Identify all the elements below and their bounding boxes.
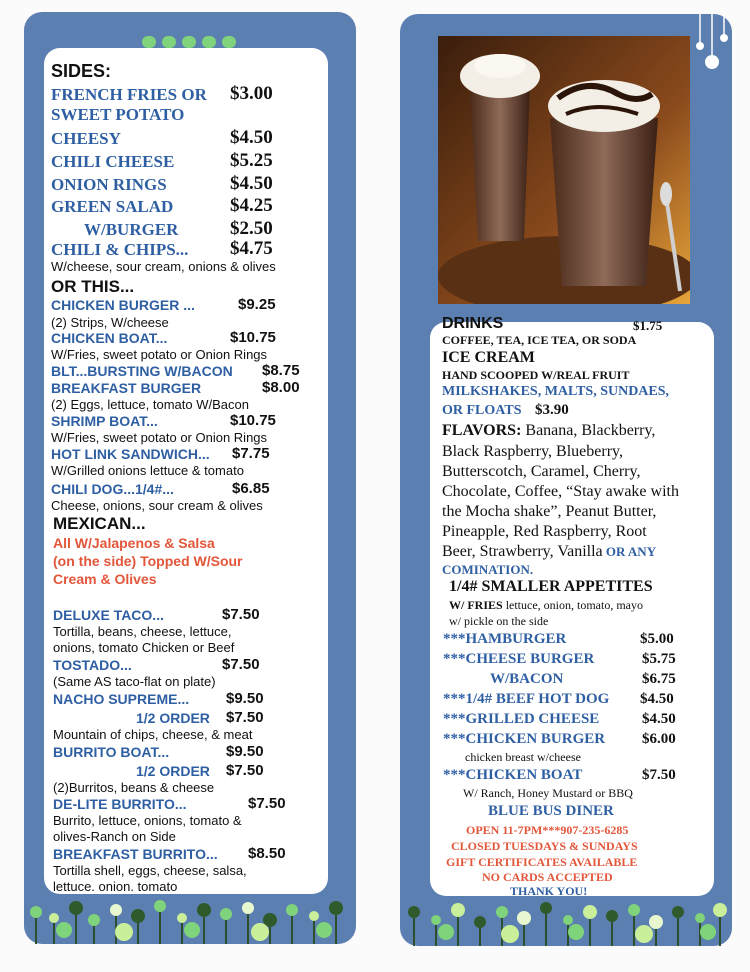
right-top-dots-decoration xyxy=(690,14,732,78)
mexican-item-price: $9.50 xyxy=(226,690,264,707)
mexican-item-note: Mountain of chips, cheese, & meat xyxy=(53,727,253,742)
drinks-price: $1.75 xyxy=(633,318,663,333)
or-this-item-name: SHRIMP BOAT... xyxy=(51,413,158,429)
appetite-item-name: ***CHICKEN BOAT xyxy=(443,767,583,783)
side-item-price: $4.75 xyxy=(230,238,273,259)
flavors-line xyxy=(442,423,655,439)
mexican-note-line: All W/Jalapenos & Salsa xyxy=(53,535,215,551)
or-this-item-name: CHICKEN BURGER ... xyxy=(51,297,195,313)
shakes-price: $3.90 xyxy=(535,402,569,418)
flavors-line: Black Raspberry, Blueberry, xyxy=(442,443,623,460)
or-this-item-price: $10.75 xyxy=(230,329,276,346)
or-this-item-note: W/Fries, sweet potato or Onion Rings xyxy=(51,430,268,445)
flavors-line: Butterscotch, Caramel, Cherry, xyxy=(442,463,641,480)
side-item-name: CHEESY xyxy=(51,129,121,148)
side-item-name: ONION RINGS xyxy=(51,175,167,194)
or-this-item-price: $6.85 xyxy=(232,480,270,497)
diner-info-line: NO CARDS ACCEPTED xyxy=(482,870,613,884)
mexican-half-price: $7.50 xyxy=(226,762,264,779)
side-item-name: CHILI & CHIPS... xyxy=(51,240,189,259)
side-item-name: GREEN SALAD xyxy=(51,197,174,216)
appetite-item-name: ***1/4# BEEF HOT DOG xyxy=(443,691,610,707)
drinks-list: COFFEE, TEA, ICE TEA, OR SODA xyxy=(442,333,637,347)
appetite-item-note: W/ Ranch, Honey Mustard or BBQ xyxy=(463,786,633,800)
mexican-item-name: BREAKFAST BURRITO... xyxy=(53,846,218,862)
side-item-name: SWEET POTATO xyxy=(51,105,185,124)
or-this-item-note: W/Grilled onions lettuce & tomato xyxy=(51,463,244,478)
diner-info-line: OPEN 11-7PM***907-235-6285 xyxy=(466,823,629,837)
mexican-item-note: Tortilla shell, eggs, cheese, salsa, xyxy=(53,863,247,878)
appetite-item-name: ***GRILLED CHEESE xyxy=(443,711,600,727)
side-item-price: $2.50 xyxy=(230,218,273,239)
appetite-item-name: ***HAMBURGER xyxy=(443,631,567,647)
mexican-item-name: DE-LITE BURRITO... xyxy=(53,796,187,812)
flavors-line: Chocolate, Coffee, “Stay awake with xyxy=(442,483,679,500)
mexican-item-note: Tortilla, beans, cheese, lettuce, xyxy=(53,624,232,639)
appetite-item-price: $6.00 xyxy=(642,731,676,747)
appetite-item-price: $4.50 xyxy=(640,691,674,707)
drinks-heading: DRINKS xyxy=(442,315,504,332)
mexican-item-price: $7.50 xyxy=(222,606,260,623)
flavors-line xyxy=(442,544,656,560)
mexican-item-price: $9.50 xyxy=(226,743,264,760)
smaller-note: lettuce, onion, tomato, mayo xyxy=(502,598,643,612)
shakes-line: OR FLOATS xyxy=(442,403,522,418)
mexican-item-note: Burrito, lettuce, onions, tomato & xyxy=(53,813,242,828)
diner-info-line: CLOSED TUESDAYS & SUNDAYS xyxy=(451,839,638,853)
or-this-item-name: BREAKFAST BURGER xyxy=(51,380,202,396)
side-item-price: $3.00 xyxy=(230,83,273,104)
appetite-item-price: $4.50 xyxy=(642,711,676,727)
mexican-note-line: (on the side) Topped W/Sour xyxy=(53,553,243,569)
smaller-appetites-note xyxy=(449,599,643,611)
appetite-item-price: $6.75 xyxy=(642,671,676,687)
or-this-item-note: W/Fries, sweet potato or Onion Rings xyxy=(51,347,268,362)
icecream-heading: ICE CREAM xyxy=(442,349,535,366)
flavors-label: FLAVORS: xyxy=(442,422,522,439)
smaller-fries: W/ FRIES xyxy=(449,598,503,612)
mexican-half-price: $7.50 xyxy=(226,709,264,726)
or-this-heading: OR THIS... xyxy=(51,277,135,296)
mexican-half-order: 1/2 ORDER xyxy=(136,763,210,779)
diner-name: BLUE BUS DINER xyxy=(488,803,614,819)
mexican-item-price: $7.50 xyxy=(222,656,260,673)
left-flower-garden-decoration xyxy=(24,896,356,944)
sides-heading: SIDES: xyxy=(51,61,112,81)
or-this-item-price: $8.75 xyxy=(262,362,300,379)
shakes-line: MILKSHAKES, MALTS, SUNDAES, xyxy=(442,384,670,399)
side-item-price: $4.50 xyxy=(230,173,273,194)
or-this-item-price: $8.00 xyxy=(262,379,300,396)
icecream-subheading: HAND SCOOPED W/REAL FRUIT xyxy=(442,368,630,382)
appetite-item-name: ***CHICKEN BURGER xyxy=(443,731,606,747)
or-this-item-note: (2) Strips, W/cheese xyxy=(51,315,169,330)
mexican-item-note: onions, tomato Chicken or Beef xyxy=(53,640,235,655)
mexican-item-price: $7.50 xyxy=(248,795,286,812)
flavors-any-combination: OR ANY xyxy=(602,544,657,559)
side-item-name: CHILI CHEESE xyxy=(51,152,175,171)
side-item-price: $4.50 xyxy=(230,127,273,148)
mexican-item-note: lettuce. onion. tomato xyxy=(53,879,178,894)
mexican-item-name: NACHO SUPREME... xyxy=(53,691,190,707)
or-this-item-price: $9.25 xyxy=(238,296,276,313)
side-item-note: W/cheese, sour cream, onions & olives xyxy=(51,259,276,274)
mexican-item-note: olives-Ranch on Side xyxy=(53,829,176,844)
flavors-any-combination: COMINATION. xyxy=(442,562,534,577)
mexican-heading: MEXICAN... xyxy=(53,514,146,533)
mexican-item-name: TOSTADO... xyxy=(53,657,132,673)
flavors-text: Banana, Blackberry, xyxy=(521,422,656,439)
left-top-dots xyxy=(142,36,236,48)
smaller-appetites-note: w/ pickle on the side xyxy=(449,614,549,628)
mexican-note-line: Cream & Olives xyxy=(53,571,157,587)
mexican-half-order: 1/2 ORDER xyxy=(136,710,210,726)
or-this-item-note: (2) Eggs, lettuce, tomato W/Bacon xyxy=(51,397,249,412)
mexican-item-name: DELUXE TACO... xyxy=(53,607,164,623)
appetite-item-name: ***CHEESE BURGER xyxy=(443,651,595,667)
or-this-item-name: BLT...BURSTING W/BACON xyxy=(51,363,233,379)
appetite-item-price: $5.00 xyxy=(640,631,674,647)
side-item-price: $5.25 xyxy=(230,150,273,171)
or-this-item-name: CHILI DOG...1/4#... xyxy=(51,481,174,497)
mexican-item-price: $8.50 xyxy=(248,845,286,862)
or-this-item-price: $10.75 xyxy=(230,412,276,429)
appetite-item-price: $7.50 xyxy=(642,767,676,783)
or-this-item-note: Cheese, onions, sour cream & olives xyxy=(51,498,263,513)
flavors-line: the Mocha shake”, Peanut Butter, xyxy=(442,503,657,520)
or-this-item-price: $7.75 xyxy=(232,445,270,462)
side-item-price: $4.25 xyxy=(230,195,273,216)
mexican-item-name: BURRITO BOAT... xyxy=(53,744,170,760)
milkshake-photo xyxy=(438,36,690,304)
or-this-item-name: CHICKEN BOAT... xyxy=(51,330,168,346)
or-this-item-name: HOT LINK SANDWICH... xyxy=(51,446,210,462)
mexican-item-note: (Same AS taco-flat on plate) xyxy=(53,674,216,689)
flavors-line: Pineapple, Red Raspberry, Root xyxy=(442,523,647,540)
right-flower-garden-decoration xyxy=(400,898,732,946)
side-item-name: W/BURGER xyxy=(84,220,179,239)
smaller-appetites-heading: 1/4# SMALLER APPETITES xyxy=(449,578,653,595)
appetite-item-name: W/BACON xyxy=(490,671,564,687)
diner-info-line: THANK YOU! xyxy=(510,884,588,898)
appetite-item-note: chicken breast w/cheese xyxy=(465,750,581,764)
diner-info-line: GIFT CERTIFICATES AVAILABLE xyxy=(446,855,638,869)
mexican-item-note: (2)Burritos, beans & cheese xyxy=(53,780,215,795)
flavors-text: Beer, Strawberry, Vanilla xyxy=(442,543,603,560)
appetite-item-price: $5.75 xyxy=(642,651,676,667)
side-item-name: FRENCH FRIES OR xyxy=(51,85,207,104)
